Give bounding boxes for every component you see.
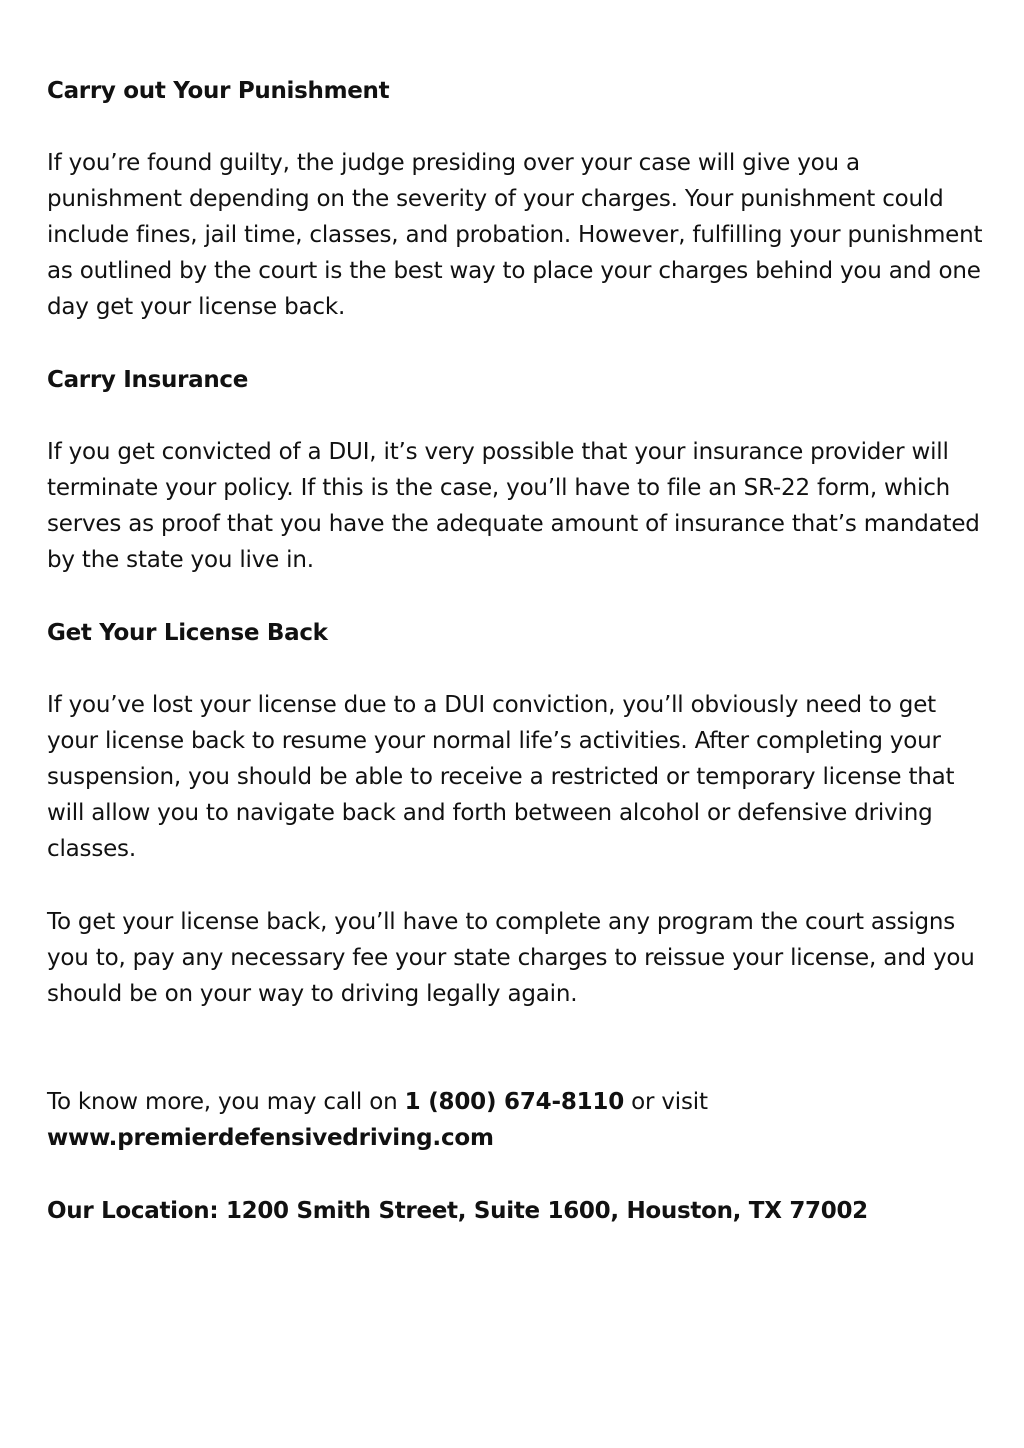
location-address: Our Location: 1200 Smith Street, Suite 1600, Houston, TX 77002 xyxy=(47,1198,868,1224)
section-heading-license: Get Your License Back xyxy=(47,620,328,646)
contact-intro: To know more, you may call on xyxy=(47,1089,405,1115)
website-link[interactable]: www.premierdefensivedriving.com xyxy=(47,1125,494,1151)
section-body-license-continued: To get your license back, you’ll have to complete any program the court assigns you to, pay any necessary fee your state charges to reissue your license, and you should be on your way to driving legally again. xyxy=(47,909,975,1007)
section-heading-insurance: Carry Insurance xyxy=(47,367,249,393)
section-body-license: If you’ve lost your license due to a DUI conviction, you’ll obviously need to get your license back to resume your normal life’s activities. After completing your suspension, you should be able to receive a restricted or temporary license that will allow you to navigate back and forth between alcohol or defensive driving classes. xyxy=(47,692,955,862)
contact-info xyxy=(47,1084,987,1156)
phone-number[interactable]: 1 (800) 674-8110 xyxy=(404,1089,625,1115)
section-body-insurance: If you get convicted of a DUI, it’s very possible that your insurance provider will terminate your policy. If this is the case, you’ll have to file an SR-22 form, which serves as proof that you have the adequate amount of insurance that’s mandated by the state you live in. xyxy=(47,439,980,573)
section-body-punishment: If you’re found guilty, the judge presiding over your case will give you a punishment depending on the severity of your charges. Your punishment could include fines, jail time, classes, and probation. However, fulfilling your punishment as outlined by the court is the best way to place your charges behind you and one day get your license back. xyxy=(47,150,983,320)
section-heading-punishment: Carry out Your Punishment xyxy=(47,78,390,104)
contact-middle: or visit xyxy=(624,1089,708,1115)
